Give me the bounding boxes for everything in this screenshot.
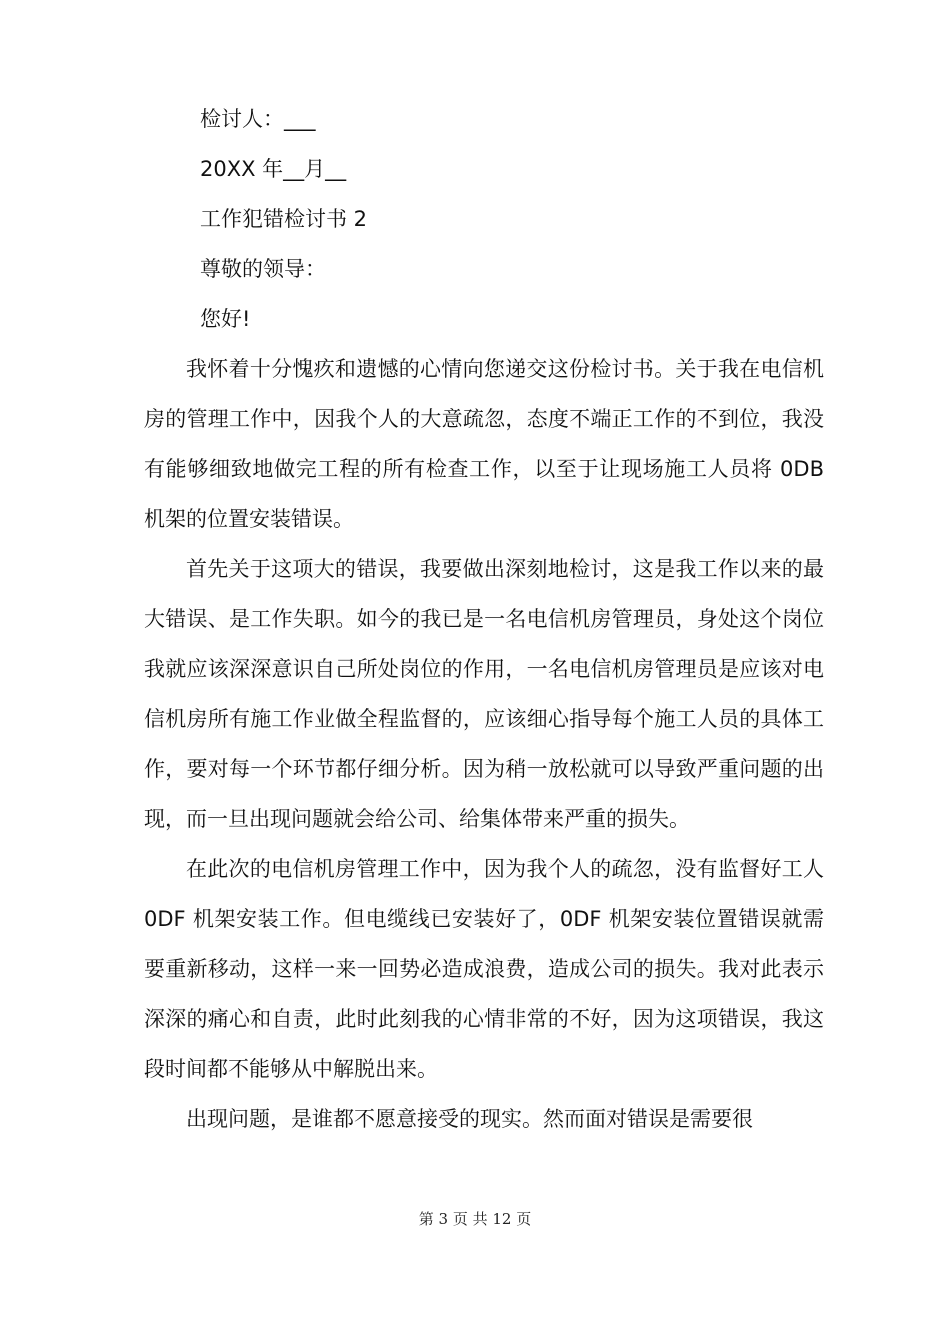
document-body	[144, 94, 824, 1144]
greeting: 您好!	[200, 307, 251, 331]
page-number-footer: 第 3 页 共 12 页	[418, 1210, 532, 1228]
reviewer-line: 检讨人：___	[200, 107, 316, 131]
paragraph-1: 我怀着十分愧疚和遗憾的心情向您递交这份检讨书。关于我在电信机房的管理工作中，因我个人的大意疏忽，态度不端正工作的不到位，我没有能够细致地做完工程的所有检查工作，以至于让现场施工人员将 0DB 机架的位置安装错误。	[144, 357, 824, 531]
document-heading: 工作犯错检讨书 2	[200, 207, 368, 231]
paragraph-3: 在此次的电信机房管理工作中，因为我个人的疏忽，没有监督好工人 0DF 机架安装工作。但电缆线已安装好了，0DF 机架安装位置错误就需要重新移动，这样一来一回势必造成浪费，造成公司的损失。我对此表示深深的痛心和自责，此时此刻我的心情非常的不好，因为这项错误，我这段时间都不能够从中解脱出来。	[144, 857, 824, 1081]
paragraph-2: 首先关于这项大的错误，我要做出深刻地检讨，这是我工作以来的最大错误、是工作失职。如今的我已是一名电信机房管理员，身处这个岗位我就应该深深意识自己所处岗位的作用，一名电信机房管理员是应该对电信机房所有施工作业做全程监督的，应该细心指导每个施工人员的具体工作，要对每一个环节都仔细分析。因为稍一放松就可以导致严重问题的出现，而一旦出现问题就会给公司、给集体带来严重的损失。	[144, 557, 824, 831]
salutation: 尊敬的领导：	[200, 257, 326, 281]
paragraph-4: 出现问题，是谁都不愿意接受的现实。然而面对错误是需要很	[186, 1107, 753, 1131]
date-line: 20XX 年__月__	[200, 157, 347, 181]
